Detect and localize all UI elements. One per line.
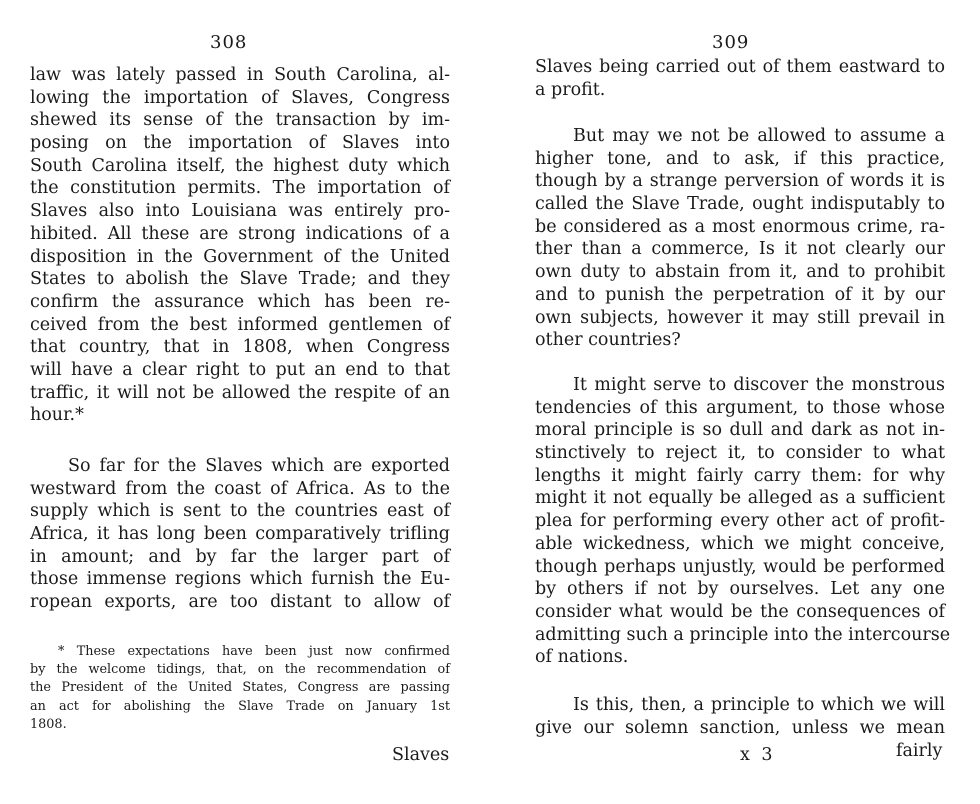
- text-line: though perhaps unjustly, would be performed: [535, 556, 945, 577]
- text-line: stinctively to reject it, to consider to what: [535, 443, 945, 464]
- page-number: 308: [210, 32, 248, 53]
- paragraph: [30, 64, 450, 427]
- text-line: ther than a commerce, Is it not clearly our: [535, 239, 945, 260]
- text-line: of nations.: [535, 647, 629, 668]
- text-line: plea for performing every other act of profit-: [535, 511, 945, 532]
- text-line: But may we not be allowed to assume a: [573, 126, 945, 146]
- text-line: South Carolina itself, the highest duty which: [30, 155, 450, 176]
- text-line: hour.*: [30, 405, 84, 426]
- text-line: ceived from the best informed gentlemen of: [30, 314, 450, 335]
- text-line: though by a strange perversion of words it is: [535, 171, 945, 192]
- text-line: higher tone, and to ask, if this practice,: [535, 148, 945, 169]
- text-line: ropean exports, are too distant to allow of: [30, 592, 450, 613]
- paragraph: [535, 125, 945, 352]
- paragraph: [535, 56, 945, 101]
- text-line: will have a clear right to put an end to that: [30, 359, 450, 380]
- text-line: hibited. All these are strong indications of a: [30, 223, 450, 244]
- footnote: [30, 643, 450, 734]
- text-line: confirm the assurance which has been re-: [30, 291, 450, 312]
- text-line: supply which is sent to the countries east of: [30, 501, 450, 522]
- text-line: Slaves being carried out of them eastward to: [535, 57, 945, 77]
- text-line: a profit.: [535, 79, 606, 100]
- footnote-line: the President of the United States, Congress are passing: [30, 680, 450, 696]
- text-line: States to abolish the Slave Trade; and they: [30, 269, 450, 290]
- text-line: other countries?: [535, 330, 681, 351]
- signature-mark: x 3: [740, 745, 776, 765]
- catchword: fairly: [896, 741, 943, 761]
- text-line: by others if not by ourselves. Let any one: [535, 579, 945, 600]
- text-line: the constitution permits. The importation of: [30, 178, 450, 199]
- paragraph: [535, 694, 945, 739]
- text-line: that country, that in 1808, when Congress: [30, 337, 450, 358]
- text-line: and to punish the perpetration of it by our: [535, 284, 945, 305]
- text-line: moral principle is so dull and dark as not in-: [535, 420, 945, 441]
- text-line: able wickedness, which we might conceive,: [535, 533, 945, 554]
- text-line: posing on the importation of Slaves into: [30, 133, 450, 154]
- text-line: lengths it might fairly carry them: for why: [535, 465, 945, 486]
- text-line: westward from the coast of Africa. As to the: [30, 478, 450, 499]
- footnote-line: by the welcome tidings, that, on the recommendation of: [30, 662, 450, 678]
- text-line: lowing the importation of Slaves, Congress: [30, 87, 450, 108]
- footnote-line: 1808.: [30, 716, 67, 732]
- text-line: So far for the Slaves which are exported: [68, 456, 450, 476]
- text-line: be considered as a most enormous crime, ra-: [535, 216, 945, 237]
- text-line: tendencies of this argument, to those whose: [535, 397, 945, 418]
- catchword: Slaves: [392, 745, 450, 765]
- page-number: 309: [712, 32, 750, 53]
- text-line: those immense regions which furnish the Eu-: [30, 569, 450, 590]
- text-line: It might serve to discover the monstrous: [573, 375, 945, 395]
- text-line: called the Slave Trade, ought indisputably to: [535, 194, 945, 215]
- text-line: give our solemn sanction, unless we mean: [535, 717, 945, 738]
- paragraph: [30, 455, 450, 614]
- text-line: admitting such a principle into the intercourse: [535, 624, 951, 645]
- text-line: law was lately passed in South Carolina, al-: [30, 65, 450, 85]
- text-line: disposition in the Government of the United: [30, 246, 450, 267]
- text-line: own duty to abstain from it, and to prohibit: [535, 262, 945, 283]
- text-line: traffic, it will not be allowed the respite of an: [30, 382, 450, 403]
- text-line: might it not equally be alleged as a sufficient: [535, 488, 945, 509]
- text-line: Is this, then, a principle to which we will: [573, 695, 945, 715]
- left-page: [30, 0, 450, 804]
- text-line: consider what would be the consequences of: [535, 601, 945, 622]
- text-line: Africa, it has long been comparatively trifling: [30, 524, 450, 545]
- footnote-line: * These expectations have been just now confirmed: [58, 644, 450, 659]
- text-line: own subjects, however it may still prevail in: [535, 307, 945, 328]
- text-line: in amount; and by far the larger part of: [30, 546, 450, 567]
- paragraph: [535, 374, 951, 669]
- footnote-line: an act for abolishing the Slave Trade on January 1st: [30, 698, 450, 714]
- text-line: Slaves also into Louisiana was entirely pro-: [30, 201, 450, 222]
- text-line: shewed its sense of the transaction by im-: [30, 110, 450, 131]
- right-page: [535, 0, 951, 804]
